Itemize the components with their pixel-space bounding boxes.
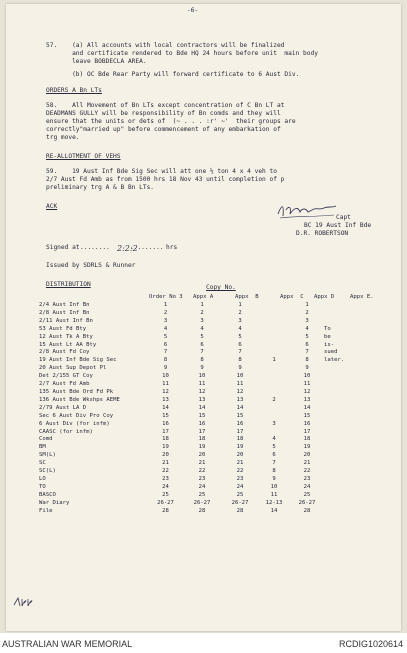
- distribution-cell-appx-e: [324, 389, 354, 397]
- distribution-cell-appx-e: is-: [324, 341, 335, 348]
- para58-line4: correctly"married up" before commencement of any embarkation of: [46, 126, 281, 133]
- distribution-cell-unit: Comd: [39, 436, 53, 443]
- distribution-cell-appx-c: 9: [272, 475, 276, 482]
- distribution-row: [39, 436, 354, 444]
- distribution-cell-unit: 2/4 Aust Inf Bn: [39, 302, 90, 308]
- distribution-row: [39, 460, 354, 468]
- distribution-cell-order-no: 26-27: [157, 499, 174, 506]
- distribution-row: [39, 389, 354, 397]
- para58-line1: 58. All Movement of Bn LTs except concentration of C Bn LT at: [46, 102, 285, 109]
- distribution-cell-appx-d: 8: [305, 357, 309, 364]
- distribution-row: [39, 413, 354, 421]
- para57-line4: (b) OC Bde Rear Party will forward certificate to 6 Aust Div.: [46, 71, 300, 78]
- distribution-cell-order-no: 4: [163, 325, 168, 332]
- distribution-table: [39, 302, 354, 515]
- distribution-cell-appx-a: 1: [200, 302, 204, 308]
- col-order-no: Order No 3: [149, 294, 183, 300]
- copy-no-label: Copy No.: [206, 284, 236, 291]
- distribution-cell-appx-d: 26-27: [298, 499, 316, 506]
- distribution-cell-appx-b: 19: [236, 444, 244, 451]
- distribution-cell-appx-b: 6: [238, 341, 242, 348]
- distribution-cell-appx-b: 18: [236, 436, 244, 443]
- distribution-cell-order-no: 13: [162, 396, 169, 403]
- distribution-cell-appx-a: 21: [198, 460, 206, 467]
- distribution-row: [39, 444, 354, 452]
- distribution-cell-appx-c: 14: [270, 507, 278, 514]
- distribution-cell-appx-b: 14: [236, 404, 244, 411]
- distribution-row: [39, 349, 354, 357]
- distribution-cell-appx-b: 26-27: [231, 499, 249, 506]
- para57-line2: and certificate rendered to Bde HQ 24 hours before unit main body: [46, 50, 318, 57]
- distribution-cell-appx-c: 4: [272, 436, 276, 443]
- distribution-cell-appx-b: 28: [236, 507, 244, 514]
- distribution-cell-appx-c: [258, 334, 290, 342]
- distribution-cell-appx-d: 4: [305, 325, 309, 332]
- distribution-row: [39, 310, 354, 318]
- distribution-cell-appx-a: 28: [198, 507, 206, 514]
- distribution-cell-appx-d: 23: [303, 475, 311, 482]
- signatory-rank: Capt: [336, 214, 351, 221]
- col-appx-e: Appx E.: [350, 294, 374, 300]
- distribution-cell-appx-b: 9: [238, 365, 242, 372]
- distribution-cell-order-no: 9: [163, 365, 168, 372]
- distribution-row: [39, 357, 354, 365]
- distribution-cell-unit: 2/8 Aust Inf Bn: [39, 309, 90, 316]
- para59-line2: 2/7 Aust Fd Amb as from 1500 hrs 18 Nov 43 until completion of p: [46, 176, 285, 183]
- distribution-row: [39, 397, 354, 405]
- distribution-cell-appx-c: [258, 389, 290, 397]
- distribution-cell-appx-e: [324, 484, 354, 492]
- distribution-cell-unit: File: [39, 507, 53, 514]
- distribution-cell-appx-d: 3: [305, 317, 309, 324]
- distribution-cell-appx-b: 8: [238, 357, 242, 364]
- distribution-cell-order-no: 2: [163, 309, 168, 316]
- distribution-cell-appx-e: [324, 421, 354, 429]
- distribution-cell-order-no: 20: [162, 452, 169, 459]
- distribution-cell-appx-d: 22: [303, 468, 311, 475]
- distribution-row: [39, 334, 354, 342]
- distribution-cell-appx-e: [324, 381, 354, 389]
- footer-institution: AUSTRALIAN WAR MEMORIAL: [2, 639, 133, 649]
- distribution-cell-appx-a: 3: [200, 317, 204, 324]
- distribution-cell-appx-a: 2: [200, 309, 204, 316]
- distribution-row: [39, 492, 354, 500]
- distribution-cell-order-no: 1: [163, 302, 168, 308]
- distribution-cell-appx-a: 14: [198, 404, 206, 411]
- distribution-cell-appx-e: [324, 436, 354, 444]
- distribution-row: [39, 318, 354, 326]
- distribution-cell-appx-c: 6: [272, 452, 276, 459]
- distribution-cell-order-no: 10: [162, 373, 169, 380]
- distribution-cell-appx-a: 20: [198, 452, 206, 459]
- distribution-cell-appx-d: 1: [305, 302, 309, 308]
- distribution-cell-appx-a: 11: [198, 381, 206, 388]
- distribution-cell-order-no: 19: [162, 444, 169, 451]
- distribution-cell-unit: 2/7 Aust Fd Amb: [39, 381, 90, 388]
- distribution-cell-appx-d: 14: [303, 404, 311, 411]
- distribution-cell-appx-a: 23: [198, 475, 206, 482]
- distribution-cell-appx-e: [324, 365, 354, 373]
- distribution-row: [39, 508, 354, 516]
- distribution-cell-appx-d: 10: [303, 373, 311, 380]
- distribution-cell-appx-a: 16: [198, 420, 206, 427]
- distribution-cell-appx-c: 2: [272, 396, 276, 403]
- distribution-cell-appx-d: 20: [303, 452, 311, 459]
- distribution-cell-appx-b: 3: [238, 317, 242, 324]
- distribution-cell-appx-c: [258, 318, 290, 326]
- distribution-cell-appx-d: 21: [303, 460, 311, 467]
- distribution-cell-appx-a: 24: [198, 483, 206, 490]
- distribution-cell-appx-c: 7: [272, 460, 276, 467]
- distribution-cell-order-no: 15: [162, 412, 169, 419]
- distribution-cell-appx-d: 17: [303, 428, 311, 435]
- distribution-cell-unit: 135 Aust Bde Ord Fd Pk: [39, 388, 114, 395]
- distribution-cell-unit: 20 Aust Sup Depot Pl: [39, 365, 107, 372]
- distribution-row: [39, 476, 354, 484]
- distribution-cell-appx-a: 19: [198, 444, 206, 451]
- distribution-cell-unit: 53 Aust Fd Bty: [39, 325, 87, 332]
- distribution-cell-unit: 2/79 Aust LA D: [39, 404, 87, 411]
- para59-line1: 59. 19 Aust Inf Bde Sig Sec will att one ½ ton 4 x 4 veh to: [46, 168, 277, 175]
- orders-heading: ORDERS A Bn LTs: [46, 87, 102, 94]
- distribution-cell-appx-c: [258, 373, 290, 381]
- col-appx-d: Appx D: [314, 294, 335, 300]
- signed-at-dots: ........: [80, 244, 110, 251]
- distribution-cell-order-no: 3: [163, 317, 168, 324]
- distribution-cell-order-no: 25: [162, 491, 169, 498]
- ack-heading: ACK: [46, 203, 58, 210]
- distribution-cell-appx-a: 10: [198, 373, 206, 380]
- distribution-cell-appx-e: sued: [324, 349, 338, 356]
- distribution-cell-appx-e: [324, 310, 354, 318]
- distribution-row: [39, 429, 354, 437]
- distribution-cell-unit: Det 2/155 GT Coy: [39, 373, 93, 380]
- distribution-cell-appx-a: 4: [200, 325, 204, 332]
- signed-at-hrs: hrs: [166, 244, 178, 251]
- distribution-row: [39, 452, 354, 460]
- reallotment-heading: RE-ALLOTMENT OF VEHS: [46, 153, 121, 160]
- distribution-cell-unit: BASCO: [39, 491, 56, 498]
- distribution-row: [39, 468, 354, 476]
- distribution-cell-unit: TO: [39, 483, 46, 490]
- distribution-cell-unit: 136 Aust Bde Wkshps AEME: [39, 396, 120, 403]
- distribution-heading: DISTRIBUTION: [46, 281, 91, 288]
- distribution-cell-appx-c: [258, 326, 290, 334]
- distribution-cell-appx-d: 6: [305, 341, 309, 348]
- footer-record-id: RCDIG1020614: [338, 639, 403, 649]
- distribution-cell-appx-d: 9: [305, 365, 309, 372]
- distribution-cell-appx-e: [324, 373, 354, 381]
- distribution-cell-unit: 2/8 Aust Fd Coy: [39, 349, 90, 356]
- distribution-cell-appx-c: [258, 349, 290, 357]
- distribution-cell-unit: 12 Aust Tk A Bty: [39, 333, 93, 340]
- distribution-cell-appx-a: 25: [198, 491, 206, 498]
- handwritten-signature: [274, 200, 338, 224]
- distribution-cell-appx-e: [324, 492, 354, 500]
- signatory-name: D.R. ROBERTSON: [296, 230, 349, 237]
- distribution-table-body: [39, 302, 354, 515]
- distribution-cell-unit: BM: [39, 444, 46, 451]
- signed-at-dots-after: .........: [130, 244, 164, 251]
- distribution-cell-appx-b: 24: [236, 483, 244, 490]
- distribution-cell-appx-b: 7: [238, 349, 242, 356]
- distribution-cell-appx-a: 12: [198, 388, 206, 395]
- distribution-cell-appx-d: 28: [303, 507, 311, 514]
- distribution-cell-appx-d: 24: [303, 483, 311, 490]
- distribution-cell-appx-b: 4: [238, 325, 242, 332]
- distribution-cell-appx-b: 17: [236, 428, 244, 435]
- distribution-cell-appx-c: [258, 429, 290, 437]
- distribution-cell-unit: 19 Aust Inf Bde Sig Sec: [39, 357, 117, 364]
- distribution-cell-appx-c: [258, 405, 290, 413]
- distribution-cell-appx-b: 22: [236, 468, 244, 475]
- distribution-cell-unit: 15 Aust Lt AA Bty: [39, 341, 97, 348]
- distribution-cell-appx-e: [324, 318, 354, 326]
- distribution-cell-appx-a: 18: [198, 436, 206, 443]
- distribution-cell-appx-e: be: [324, 333, 331, 340]
- distribution-cell-order-no: 8: [163, 357, 168, 364]
- distribution-cell-appx-e: [324, 405, 354, 413]
- distribution-cell-unit: SM(L): [39, 452, 56, 459]
- distribution-row: [39, 405, 354, 413]
- distribution-cell-unit: Sec 6 Aust Div Pro Coy: [39, 412, 114, 419]
- distribution-cell-appx-e: [324, 302, 354, 310]
- page-number: -6-: [187, 7, 199, 14]
- distribution-cell-appx-b: 1: [238, 302, 242, 308]
- distribution-cell-appx-c: 10: [270, 483, 278, 490]
- distribution-cell-appx-d: 16: [303, 420, 311, 427]
- distribution-cell-appx-b: 2: [238, 309, 242, 316]
- distribution-cell-order-no: 24: [162, 483, 169, 490]
- distribution-cell-appx-d: 5: [305, 333, 309, 340]
- distribution-row: [39, 365, 354, 373]
- distribution-cell-appx-e: To: [324, 325, 331, 332]
- distribution-cell-appx-a: 26-27: [193, 499, 211, 506]
- distribution-cell-appx-e: [324, 476, 354, 484]
- distribution-cell-appx-c: [258, 310, 290, 318]
- para59-line3: preliminary trg A & B Bn LTs.: [46, 184, 155, 191]
- distribution-cell-unit: SC: [39, 460, 46, 467]
- distribution-table-wrap: [39, 302, 354, 515]
- col-appx-b: Appx B: [235, 294, 259, 300]
- distribution-row: [39, 373, 354, 381]
- signatory-appointment: BC 19 Aust Inf Bde: [304, 222, 372, 229]
- distribution-cell-appx-b: 11: [236, 381, 244, 388]
- distribution-cell-appx-d: 13: [303, 396, 311, 403]
- distribution-cell-appx-c: 3: [272, 420, 276, 427]
- distribution-cell-unit: War Diary: [39, 499, 70, 506]
- distribution-cell-appx-c: 12-13: [265, 499, 283, 506]
- archive-footer: [0, 635, 407, 653]
- distribution-cell-appx-e: [324, 468, 354, 476]
- distribution-cell-appx-c: 11: [270, 491, 278, 498]
- distribution-cell-appx-d: 19: [303, 444, 311, 451]
- para58-line3: ensure that the units or dets of (~ . . . :r' ~' their groups are: [46, 118, 296, 125]
- distribution-cell-appx-a: 7: [200, 349, 204, 356]
- distribution-cell-appx-e: [324, 397, 354, 405]
- distribution-cell-order-no: 5: [163, 333, 168, 340]
- col-appx-c: Appx C: [280, 294, 304, 300]
- distribution-row: [39, 302, 354, 310]
- distribution-cell-appx-b: 10: [236, 373, 244, 380]
- distribution-cell-appx-a: 6: [200, 341, 204, 348]
- distribution-cell-appx-d: 7: [305, 349, 309, 356]
- distribution-cell-unit: CAASC (for infm): [39, 428, 93, 435]
- distribution-cell-appx-c: [258, 413, 290, 421]
- distribution-cell-appx-a: 5: [200, 333, 204, 340]
- distribution-cell-appx-e: [324, 508, 354, 516]
- distribution-cell-appx-c: 5: [272, 444, 276, 451]
- distribution-cell-appx-d: 18: [303, 436, 311, 443]
- distribution-cell-unit: 2/11 Aust Inf Bn: [39, 317, 93, 324]
- distribution-cell-order-no: 16: [162, 420, 169, 427]
- distribution-cell-appx-d: 2: [305, 309, 309, 316]
- distribution-cell-appx-c: [258, 302, 290, 310]
- distribution-cell-appx-b: 20: [236, 452, 244, 459]
- para58-line2: DEADMANS GULLY will be responsibility of Bn comds and they will: [46, 110, 281, 117]
- distribution-row: [39, 421, 354, 429]
- distribution-cell-unit: LO: [39, 475, 46, 482]
- distribution-cell-order-no: 21: [162, 460, 169, 467]
- para57-line1: 57. (a) All accounts with local contractors will be finalized: [46, 42, 285, 49]
- distribution-row: [39, 381, 354, 389]
- distribution-cell-appx-e: [324, 444, 354, 452]
- distribution-cell-unit: 6 Aust Div (for infm): [39, 420, 110, 427]
- distribution-cell-appx-b: 15: [236, 412, 244, 419]
- distribution-cell-order-no: 23: [162, 475, 169, 482]
- document-page: [6, 4, 401, 631]
- distribution-cell-order-no: 7: [163, 349, 168, 356]
- signed-at-label: Signed at: [46, 244, 80, 251]
- distribution-cell-appx-a: 17: [198, 428, 206, 435]
- distribution-cell-order-no: 11: [162, 381, 169, 388]
- distribution-cell-appx-c: [258, 381, 290, 389]
- distribution-cell-appx-b: 12: [236, 388, 244, 395]
- distribution-cell-order-no: 14: [162, 404, 169, 411]
- distribution-cell-order-no: 12: [162, 388, 169, 395]
- handwritten-initials: [12, 595, 38, 609]
- distribution-cell-appx-c: [258, 365, 290, 373]
- para58-line5: trg move.: [46, 134, 80, 141]
- distribution-cell-appx-b: 5: [238, 333, 242, 340]
- distribution-cell-appx-d: 11: [303, 381, 311, 388]
- para57-line3: leave BOBDECLA AREA.: [46, 58, 147, 65]
- distribution-cell-appx-b: 13: [236, 396, 244, 403]
- distribution-cell-order-no: 22: [162, 468, 169, 475]
- distribution-cell-appx-a: 15: [198, 412, 206, 419]
- distribution-cell-appx-c: [258, 342, 290, 350]
- distribution-cell-appx-d: 25: [303, 491, 311, 498]
- col-appx-a: Appx A: [193, 294, 214, 300]
- distribution-cell-appx-d: 15: [303, 412, 311, 419]
- distribution-cell-appx-e: [324, 500, 354, 508]
- distribution-cell-appx-b: 16: [236, 420, 244, 427]
- distribution-cell-appx-a: 13: [198, 396, 206, 403]
- distribution-cell-appx-b: 23: [236, 475, 244, 482]
- distribution-cell-appx-a: 8: [200, 357, 204, 364]
- distribution-cell-appx-e: [324, 413, 354, 421]
- distribution-cell-appx-b: 21: [236, 460, 244, 467]
- distribution-cell-appx-e: [324, 429, 354, 437]
- distribution-cell-unit: SC(L): [39, 468, 56, 475]
- distribution-row: [39, 484, 354, 492]
- issued-by: Issued by SDRLS & Runner: [46, 262, 136, 269]
- distribution-cell-order-no: 28: [162, 507, 169, 514]
- distribution-cell-appx-d: 12: [303, 388, 311, 395]
- handwritten-time-text: 2:2:2: [117, 244, 138, 253]
- distribution-cell-appx-a: 22: [198, 468, 206, 475]
- distribution-cell-appx-e: [324, 460, 354, 468]
- distribution-cell-appx-a: 9: [200, 365, 204, 372]
- distribution-cell-appx-c: 1: [272, 357, 276, 364]
- distribution-cell-appx-e: later.: [324, 357, 345, 364]
- distribution-row: [39, 342, 354, 350]
- distribution-cell-appx-c: 8: [272, 468, 276, 475]
- distribution-cell-order-no: 17: [162, 428, 169, 435]
- distribution-cell-appx-e: [324, 452, 354, 460]
- distribution-row: [39, 326, 354, 334]
- distribution-cell-order-no: 18: [162, 436, 169, 443]
- distribution-row: [39, 500, 354, 508]
- distribution-cell-order-no: 6: [163, 341, 168, 348]
- distribution-cell-appx-b: 25: [236, 491, 244, 498]
